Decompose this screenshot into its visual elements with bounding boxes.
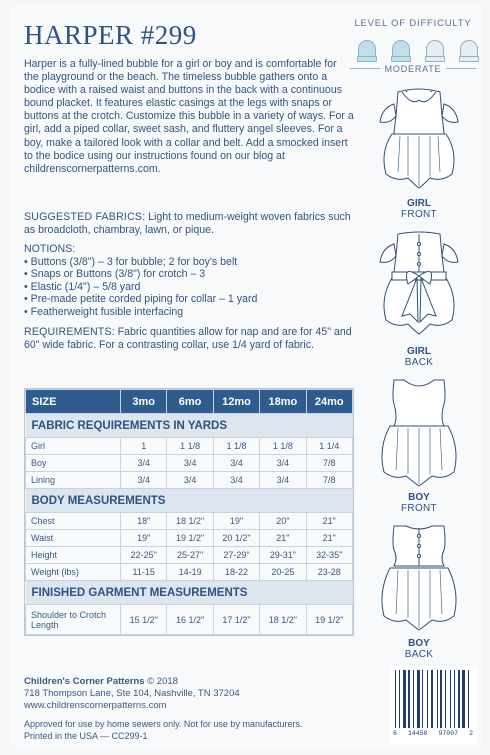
table-cell: 25-27" [167,547,213,564]
barcode-digits [393,730,473,737]
printed-notice: Printed in the USA — CC299-1 [24,731,148,741]
table-cell: 3/4 [260,472,306,489]
barcode-bar [422,670,423,728]
girl-front-illustration [372,82,466,192]
approved-notice: Approved for use by home sewers only. Not for use by manufacturers. [24,719,303,729]
table-cell: 16 1/2" [167,605,213,635]
suggested-fabrics-label: SUGGESTED FABRICS [24,211,143,223]
difficulty-title: LEVEL OF DIFFICULTY [354,18,472,29]
barcode-digit-group: 14458 [407,730,428,737]
requirements [24,326,354,352]
difficulty-level-text: MODERATE [380,64,447,74]
section-title: BODY MEASUREMENTS [26,489,353,513]
barcode-bar [450,670,451,728]
table-cell: 18 1/2" [260,605,306,635]
size-header-cell: 18mo [260,390,306,414]
notion-item: • Snaps or Buttons (3/8") for crotch – 3 [24,268,354,280]
table-cell: 17 1/2" [213,605,259,635]
company-name: Children's Corner Patterns [24,676,145,687]
section-title: FINISHED GARMENT MEASUREMENTS [26,581,353,605]
table-row [26,564,353,581]
barcode-bar [445,670,446,728]
barcode-digit-group: 97007 [438,730,459,737]
table-cell: 3/4 [167,472,213,489]
table-cell: 1 1/4 [306,438,352,455]
girl-back-illustration [372,230,466,342]
table-cell: 19" [213,513,259,530]
company-address: 718 Thompson Lane, Ste 104, Nashville, TN 37204 [24,688,240,699]
table-cell: 3/4 [121,455,167,472]
barcode-bar [417,670,419,728]
table-cell: 22-25" [121,547,167,564]
barcode-digit-group: 6 [393,730,397,737]
table-cell: 1 [121,438,167,455]
requirements-label: REQUIREMENTS [24,326,112,338]
boy-back-illustration [372,524,466,636]
pattern-description: Harper is a fully-lined bubble for a girl or boy and is comfortable for the playground or the beach. The timeless bubble gathers onto a bodice with a raised waist and buttons in the back with a continuous bound placket. It features elastic casings at the legs with snaps or buttons at the crotch. Customize this bubble in a variety of ways. For a girl, add a piped collar, sweet sash, and fluttery angel sleeves. For a boy, make a tailored look with a collar and belt. Add a smocked insert to the bodice using our instructions found on our blog at childrenscornerpatterns.com. [24,58,354,175]
row-label: Shoulder to Crotch Length [26,605,121,635]
barcode-digit-group: 2 [469,730,473,737]
barcode-bar [454,670,455,728]
table-cell: 3/4 [260,455,306,472]
table-cell: 18 1/2" [167,513,213,530]
section-title: FABRIC REQUIREMENTS IN YARDS [26,414,353,438]
figure-subtitle: BACK [404,357,434,368]
suggested-fabrics [24,211,354,237]
table-cell: 20-25 [260,564,306,581]
table-cell: 21" [306,513,352,530]
figure-subtitle: FRONT [401,209,437,220]
section-header-row [26,489,353,513]
barcode-bar [458,670,460,728]
company-website: www.childrenscornerpatterns.com [24,700,167,711]
table-row [26,438,353,455]
pattern-title: HARPER #299 [24,20,197,50]
barcode-bars [395,670,471,728]
table-row [26,455,353,472]
figure-subtitle: BACK [404,649,434,660]
company-info [24,676,354,712]
size-header-cell: 24mo [306,390,352,414]
barcode-bar [431,670,433,728]
table-cell: 21" [306,530,352,547]
barcode-bar [462,670,464,728]
suggested-fabrics-text: : Light to medium-weight woven fabrics such as broadcloth, chambray, lawn, or pique. [24,211,351,237]
table-cell: 18" [121,513,167,530]
table-cell: 20" [260,513,306,530]
barcode-bar [468,670,469,728]
table-cell: 7/8 [306,472,352,489]
barcode-bar [427,670,428,728]
table-cell: 18-22 [213,564,259,581]
size-header-cell: 12mo [213,390,259,414]
notion-item: • Featherweight fusible interfacing [24,306,354,318]
figure-title: GIRL [407,346,431,357]
table-row [26,513,353,530]
difficulty-rating [358,40,478,64]
section-header-row [26,581,353,605]
table-cell: 3/4 [167,455,213,472]
table-cell: 27-29" [213,547,259,564]
barcode-bar [413,670,414,728]
table-cell: 20 1/2" [213,530,259,547]
table-cell: 1 1/8 [167,438,213,455]
notions-list [24,256,354,318]
notion-item: • Elastic (1/4") – 5/8 yard [24,281,354,293]
row-label: Boy [26,455,121,472]
notions-heading: NOTIONS: [24,243,76,255]
table-cell: 19" [121,530,167,547]
table-row [26,530,353,547]
row-label: Girl [26,438,121,455]
table-cell: 1 1/8 [213,438,259,455]
thimble-icon [426,40,444,62]
table-cell: 32-35" [306,547,352,564]
table-cell: 23-28 [306,564,352,581]
section-header-row [26,414,353,438]
barcode-bar [395,670,396,728]
table-cell: 1 1/8 [260,438,306,455]
girl-front-caption [362,198,476,220]
size-header-label: SIZE [26,390,121,414]
barcode-bar [408,670,410,728]
table-cell: 19 1/2" [167,530,213,547]
row-label: Lining [26,472,121,489]
table-cell: 11-15 [121,564,167,581]
row-label: Weight (lbs) [26,564,121,581]
table-cell: 7/8 [306,455,352,472]
thimble-icon [358,40,376,62]
table-cell: 3/4 [213,472,259,489]
figure-title: BOY [408,638,430,649]
table-cell: 21" [260,530,306,547]
row-label: Waist [26,530,121,547]
table-row [26,472,353,489]
size-chart [24,388,354,636]
thimble-icon [460,40,478,62]
notion-item: • Pre-made petite corded piping for collar – 1 yard [24,293,354,305]
size-table [25,389,353,635]
table-row [26,605,353,635]
boy-back-caption [362,638,476,660]
notion-item: • Buttons (3/8") – 3 for bubble; 2 for boy's belt [24,256,354,268]
table-cell: 29-31" [260,547,306,564]
copyright: © 2018 [144,676,178,687]
pattern-back-cover [10,6,482,750]
figure-subtitle: FRONT [401,503,437,514]
boy-front-illustration [372,378,466,490]
barcode [389,666,477,744]
row-label: Height [26,547,121,564]
barcode-bar [440,670,442,728]
size-header-cell: 6mo [167,390,213,414]
table-cell: 3/4 [121,472,167,489]
size-header-row [26,390,353,414]
table-cell: 19 1/2" [306,605,352,635]
boy-front-caption [362,492,476,514]
table-row [26,547,353,564]
requirements-text: : Fabric quantities allow for nap and are for 45" and 60" wide fabric. For a contrasting collar, use 1/4 yard of fabric. [24,326,352,352]
difficulty-level [344,64,482,74]
table-cell: 15 1/2" [121,605,167,635]
row-label: Chest [26,513,121,530]
figure-title: GIRL [407,198,431,209]
thimble-icon [392,40,410,62]
barcode-bar [403,670,405,728]
figure-title: BOY [408,492,430,503]
barcode-bar [437,670,438,728]
size-header-cell: 3mo [121,390,167,414]
legal-notice [24,718,354,742]
company-line [24,676,354,688]
girl-back-caption [362,346,476,368]
table-cell: 14-19 [167,564,213,581]
table-cell: 3/4 [213,455,259,472]
barcode-bar [399,670,400,728]
